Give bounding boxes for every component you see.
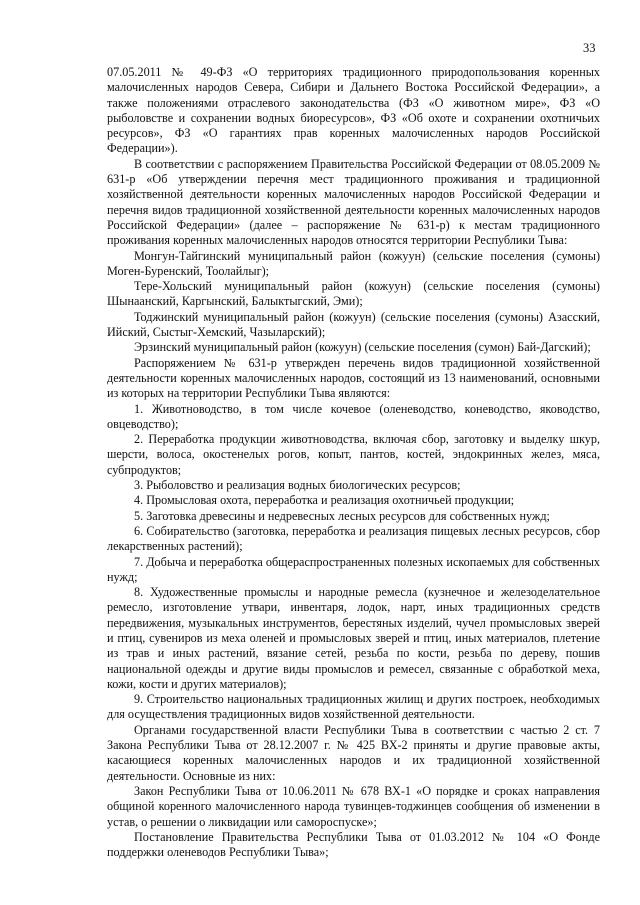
paragraph-activity-list-intro: Распоряжением № 631-р утвержден перечень видов традиционной хозяйственной деятельности коренных малочисленных народов, состоящий из 13 наименований, основными из которых на территории Республики Тыва являются: (107, 355, 600, 401)
list-item: 6. Собирательство (заготовка, переработка и реализация пищевых лесных ресурсов, сбор лекарственных растений); (107, 523, 600, 554)
paragraph-district-erzin: Эрзинский муниципальный район (кожуун) (сельские поселения (сумон) Бай-Дагский); (134, 340, 591, 355)
paragraph-regional-acts: Органами государственной власти Республики Тыва в соответствии с частью 2 ст. 7 Закона Республики Тыва от 28.12.2007 г. № 425 ВХ-2 приняты и другие правовые акты, касающиеся коренных малочисленных народов и их традиционной хозяйственной деятельности. Основные из них: (107, 722, 600, 783)
paragraph-law-reference: 07.05.2011 № 49-ФЗ «О территориях традиционного природопользования коренных малочисленных народов Севера, Сибири и Дальнего Востока Российской Федерации», а также положениями отраслевого законодательства (ФЗ «О животном мире», ФЗ «О рыболовстве и сохранении водных биоресурсов», ФЗ «Об охоте и сохранении охотничьих ресурсов», ФЗ «О гарантиях прав коренных малочисленных народов Российской Федерации»). (107, 65, 600, 156)
list-item: 5. Заготовка древесины и недревесных лесных ресурсов для собственных нужд; (134, 508, 550, 523)
page-number: 33 (583, 41, 596, 55)
paragraph-government-order: В соответствии с распоряжением Правительства Российской Федерации от 08.05.2009 № 631-р «Об утверждении перечня мест традиционного проживания и традиционной хозяйственной деятельности коренных малочисленных народов Российской Федерации и перечня видов традиционной хозяйственной деятельности коренных малочисленных народов Российской Федерации» (далее – распоряжение № 631-р) к местам традиционного проживания коренных малочисленных народов относятся территории Республики Тыва: (107, 156, 600, 248)
document-body (107, 65, 600, 860)
paragraph-district-mongun-taiga: Монгун-Тайгинский муниципальный район (кожуун) (сельские поселения (сумоны) Моген-Буренский, Тоолайлыг); (107, 248, 600, 278)
paragraph-resolution-104: Постановление Правительства Республики Тыва от 01.03.2012 № 104 «О Фонде поддержки оленеводов Республики Тыва»; (107, 829, 600, 860)
list-item: 3. Рыболовство и реализация водных биологических ресурсов; (134, 478, 461, 493)
list-item: 7. Добыча и переработка общераспространенных полезных ископаемых для собственных нужд; (107, 554, 600, 584)
list-item: 9. Строительство национальных традиционных жилищ и других построек, необходимых для осуществления традиционных видов хозяйственной деятельности. (107, 692, 600, 722)
list-item: 2. Переработка продукции животноводства, включая сбор, заготовку и выделку шкур, шерсти, волоса, окостенелых рогов, копыт, пантов, костей, эндокринных желез, мяса, субпродуктов; (107, 432, 600, 477)
list-item: 4. Промысловая охота, переработка и реализация охотничьей продукции; (134, 493, 515, 508)
list-item: 1. Животноводство, в том числе кочевое (оленеводство, коневодство, яководство, овцеводство); (107, 401, 600, 431)
paragraph-district-tere-khol: Тере-Хольский муниципальный район (кожуун) (сельские поселения (сумоны) Шынаанский, Каргынский, Балыктыгский, Эми); (107, 279, 600, 309)
list-item: 8. Художественные промыслы и народные ремесла (кузнечное и железоделательное ремесло, изготовление утвари, инвентаря, лодок, нарт, иных традиционных средств передвижения, музыкальных инструментов, берестяных изделий, чучел промысловых зверей и птиц, сувениров из меха оленей и промысловых зверей и птиц, иных материалов, плетение из трав и иных растений, вязание сетей, резьба по кости, резьба по дереву, пошив национальной одежды и другие виды промыслов и ремесел, связанные с обработкой меха, кожи, кости и других материалов); (107, 585, 600, 691)
paragraph-district-todzha: Тоджинский муниципальный район (кожуун) (сельские поселения (сумоны) Азасский, Ийский, Сыстыг-Хемский, Чазыларский); (107, 309, 600, 340)
paragraph-law-678: Закон Республики Тыва от 10.06.2011 № 678 ВХ-1 «О порядке и сроках направления общиной коренного малочисленного народа тувинцев-тоджинцев сообщения об изменении в устав, о решении о ликвидации или самороспуске»; (107, 783, 600, 829)
